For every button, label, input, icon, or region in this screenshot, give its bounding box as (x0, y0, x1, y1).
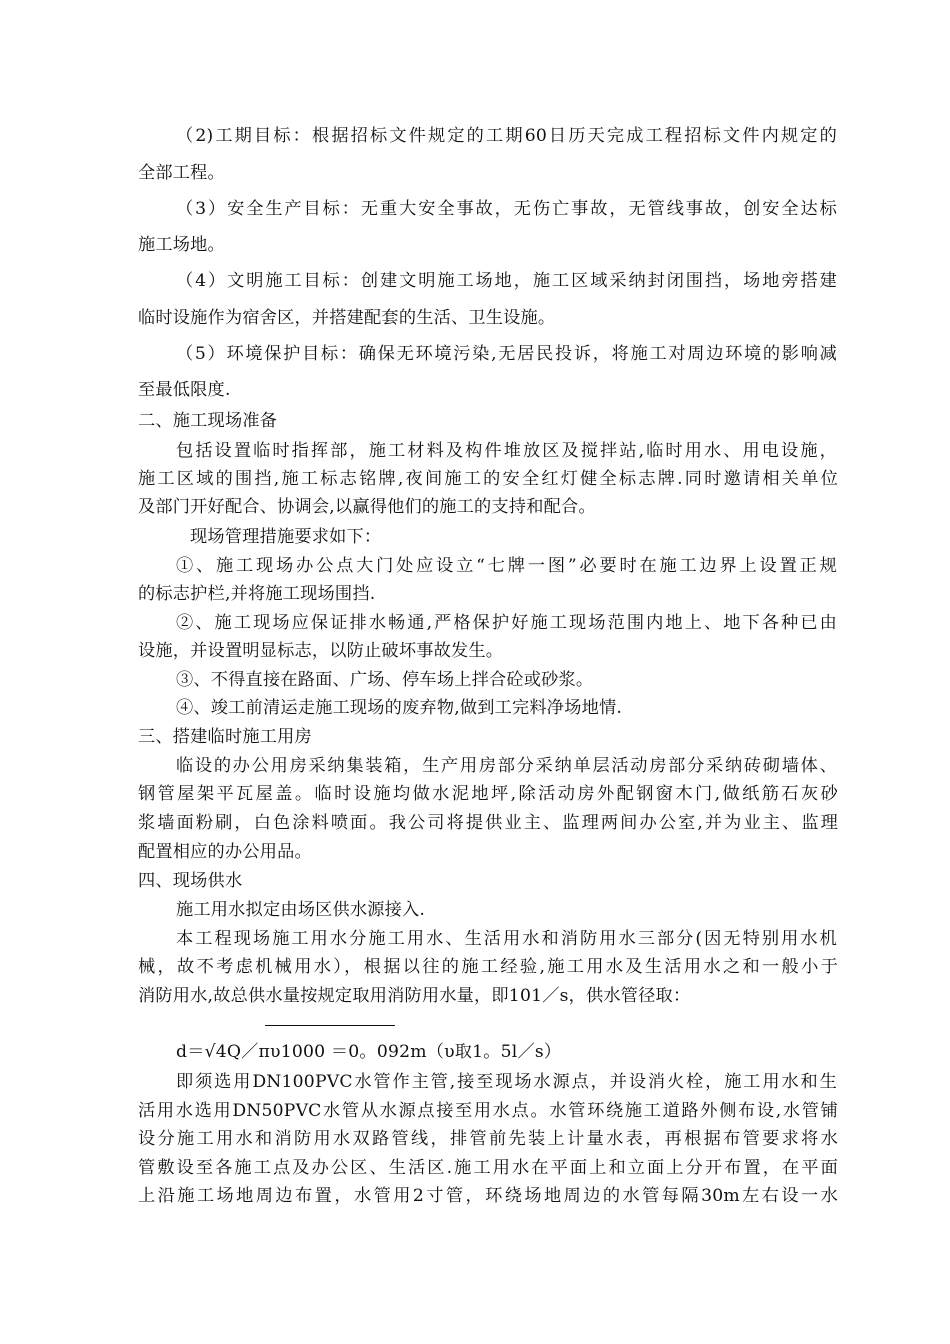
section-heading-site-preparation: 二、施工现场准备 (138, 411, 278, 431)
paragraph-line-housing: 临设的办公用房采纳集装箱，生产用房部分采纳单层活动房部分采纳砖砌墙体、 (176, 756, 837, 776)
list-item-2: ②、施工现场应保证排水畅通,严格保护好施工现场范围内地上、地下各种已由 (176, 613, 837, 633)
section-heading-water-supply: 四、现场供水 (138, 871, 243, 891)
paragraph-line-water-source: 施工用水拟定由场区供水源接入. (176, 900, 426, 920)
list-item-1-cont: 的标志护栏,并将施工现场围挡. (138, 584, 376, 604)
paragraph-line-pipe-2: 活用水选用DN50PVC水管从水源点接至用水点。水管环绕施工道路外侧布设,水管铺 (138, 1101, 838, 1121)
section-heading-temporary-housing: 三、搭建临时施工用房 (138, 727, 312, 747)
paragraph-line-civilized-goal-cont: 临时设施作为宿舍区，并搭建配套的生活、卫生设施。 (138, 308, 556, 328)
paragraph-line-management-intro: 现场管理措施要求如下： (190, 527, 382, 547)
list-item-1: ①、施工现场办公点大门处应设立“七牌一图”必要时在施工边界上设置正规 (176, 556, 837, 576)
paragraph-line-housing-2: 钢管屋架平瓦屋盖。临时设施均做水泥地坪,除活动房外配钢窗木门,做纸筋石灰砂 (138, 784, 838, 804)
paragraph-line-preparation: 包括设置临时指挥部，施工材料及构件堆放区及搅拌站,临时用水、用电设施， (176, 441, 837, 461)
paragraph-line-water-use: 本工程现场施工用水分施工用水、生活用水和消防用水三部分(因无特别用水机 (176, 929, 837, 949)
paragraph-line-safety-goal-cont: 施工场地。 (138, 235, 225, 255)
formula-root-overline (265, 1025, 395, 1026)
paragraph-line-environment-goal-cont: 至最低限度. (138, 380, 231, 400)
paragraph-line-civilized-goal: （4）文明施工目标：创建文明施工场地，施工区域采纳封闭围挡，场地旁搭建 (176, 271, 837, 291)
list-item-3: ③、不得直接在路面、广场、停车场上拌合砼或砂浆。 (176, 670, 594, 690)
paragraph-line-pipe-3: 设分施工用水和消防用水双路管线，排管前先装上计量水表，再根据布管要求将水 (138, 1129, 838, 1149)
paragraph-line-preparation-3: 及部门开好配合、协调会,以赢得他们的施工的支持和配合。 (138, 497, 596, 517)
paragraph-line-water-use-3: 消防用水,故总供水量按规定取用消防用水量，即101／s，供水管径取： (138, 986, 691, 1006)
paragraph-line-pipe-5: 上沿施工场地周边布置，水管用2寸管，环绕场地周边的水管每隔30m左右设一水 (138, 1186, 838, 1206)
paragraph-line-pipe: 即须选用DN100PVC水管作主管,接至现场水源点，并设消火栓，施工用水和生 (176, 1072, 837, 1092)
paragraph-line-housing-3: 浆墙面粉刷，白色涂料喷面。我公司将提供业主、监理两间办公室,并为业主、监理 (138, 813, 838, 833)
paragraph-line-schedule-goal-cont: 全部工程。 (138, 163, 225, 183)
list-item-4: ④、竣工前清运走施工现场的废弃物,做到工完料净场地情. (176, 698, 623, 718)
paragraph-line-housing-4: 配置相应的办公用品。 (138, 842, 312, 862)
paragraph-line-schedule-goal: （2)工期目标：根据招标文件规定的工期60日历天完成工程招标文件内规定的 (176, 126, 837, 146)
paragraph-line-pipe-4: 管敷设至各施工点及办公区、生活区.施工用水在平面上和立面上分开布置，在平面 (138, 1158, 838, 1178)
formula-pipe-diameter: d＝√4Q／πυ1000 ＝0。092m（υ取1。5l／s） (176, 1042, 562, 1062)
paragraph-line-water-use-2: 械，故不考虑机械用水），根据以往的施工经验,施工用水及生活用水之和一般小于 (138, 957, 838, 977)
list-item-2-cont: 设施，并设置明显标志，以防止破坏事故发生。 (138, 641, 504, 661)
paragraph-line-environment-goal: （5）环境保护目标：确保无环境污染,无居民投诉，将施工对周边环境的影响减 (176, 344, 837, 364)
paragraph-line-preparation-2: 施工区域的围挡,施工标志铭牌,夜间施工的安全红灯健全标志牌.同时邀请相关单位 (138, 469, 838, 489)
paragraph-line-safety-goal: （3）安全生产目标：无重大安全事故，无伤亡事故，无管线事故，创安全达标 (176, 199, 837, 219)
